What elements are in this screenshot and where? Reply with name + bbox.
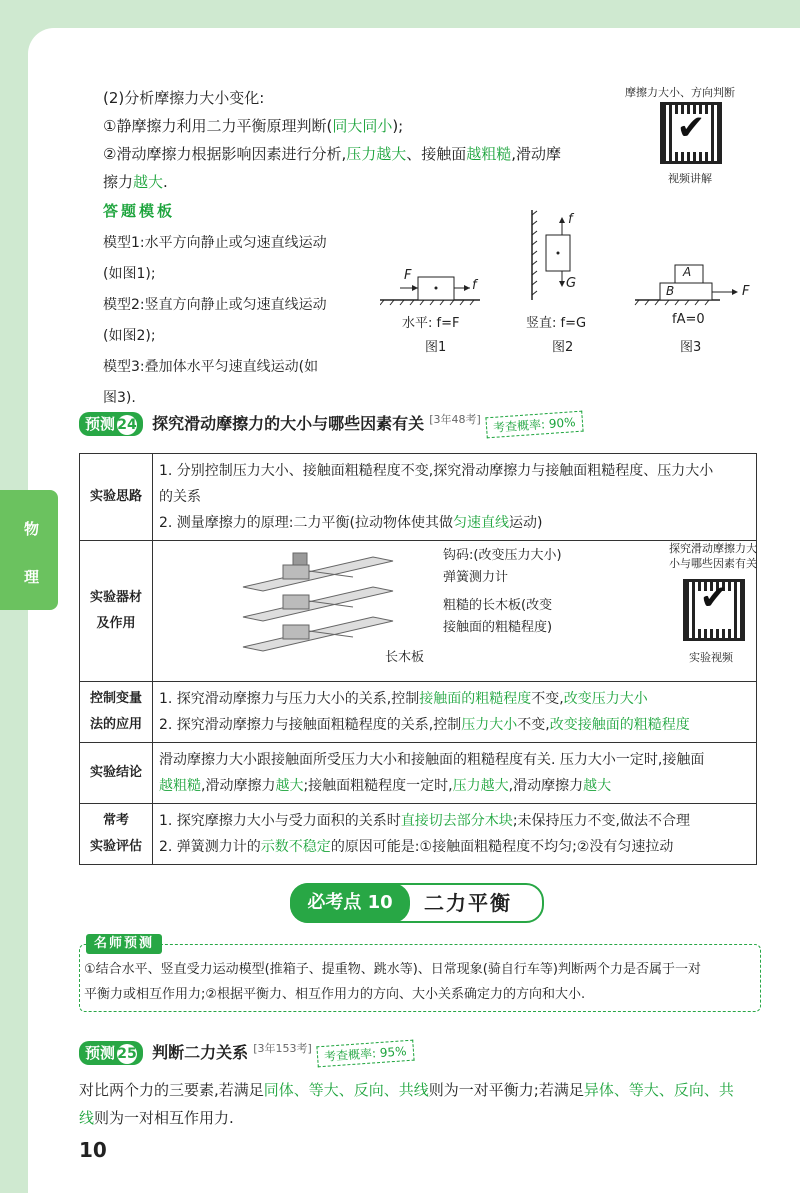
experiment-table	[79, 453, 757, 865]
fig3-equation: fA=0	[672, 312, 705, 327]
exam-count: [3年153考]	[253, 1042, 312, 1055]
text: 1. 探究摩擦力大小与受力面积的关系时	[159, 813, 401, 829]
text: 、接触面	[406, 145, 467, 163]
subject-side-tab	[0, 490, 58, 610]
text: );	[392, 117, 404, 135]
fig3-caption: 图3	[680, 340, 702, 355]
teacher-text	[84, 957, 756, 1007]
fig1-caption: 图1	[425, 340, 447, 355]
text	[159, 773, 750, 799]
text: 常考	[102, 813, 129, 828]
text: 不变,	[517, 717, 550, 733]
row-header: 实验结论	[80, 743, 153, 804]
text: 及作用	[96, 616, 136, 631]
text	[79, 1076, 759, 1104]
tag-number: 24	[117, 417, 137, 434]
label-rough-board-2: 接触面的粗糙程度)	[443, 620, 553, 635]
text: 必考点	[307, 892, 362, 913]
tag-label: 预测	[85, 415, 116, 434]
figure-2	[532, 210, 570, 300]
fig3-F-label: F	[742, 284, 750, 299]
text: 1. 分别控制压力大小、接触面粗糙程度不变,探究滑动摩擦力与接触面粗糙程度、压力大小	[159, 463, 714, 479]
table-row	[80, 743, 757, 804]
fig1-f-label: f	[472, 278, 477, 293]
prediction-title: 判断二力关系	[152, 1043, 249, 1063]
intro-line-2	[103, 112, 623, 140]
text: ,滑动摩擦力	[201, 778, 276, 794]
highlight: 越粗糙	[159, 778, 201, 794]
table-row	[80, 541, 757, 682]
check-icon: ✔	[676, 108, 706, 148]
apparatus-cell	[153, 541, 757, 682]
qr-center	[695, 578, 733, 629]
fig2-caption: 图2	[552, 340, 574, 355]
intro-block	[103, 84, 623, 196]
teacher-tag: 名师预测	[86, 934, 162, 954]
highlight: 直接切去部分木块	[400, 813, 513, 829]
text: 1. 探究滑动摩擦力与压力大小的关系,控制	[159, 691, 420, 707]
text: 的原因可能是:①接触面粗糙程度不均匀;②没有匀速拉动	[330, 839, 674, 855]
template-models	[103, 228, 383, 414]
text: 小与哪些因素有关	[669, 557, 757, 570]
model-2: 模型2:竖直方向静止或匀速直线运动	[103, 297, 327, 313]
fig1-F-label: F	[404, 268, 412, 283]
text: ①结合水平、竖直受力运动模型(推箱子、提重物、跳水等)、日常现象(骑自行车等)判断两个力是否属于一对	[84, 962, 701, 977]
highlight: 压力越大	[452, 778, 509, 794]
prediction-title: 探究滑动摩擦力的大小与哪些因素有关	[152, 414, 425, 434]
qr-caption-top: 视频讲解	[668, 172, 712, 185]
text: 探究滑动摩擦力大	[669, 542, 757, 555]
text: 2. 弹簧测力计的	[159, 839, 261, 855]
prediction-25-header	[79, 1040, 413, 1065]
table-row	[80, 454, 757, 541]
text: 擦力	[103, 173, 134, 191]
text: 滑动摩擦力大小跟接触面所受压力大小和接触面的粗糙程度有关. 压力大小一定时,接触面	[159, 752, 705, 768]
fig3-B-label: B	[666, 284, 675, 298]
text: 控制变量	[89, 691, 142, 706]
text: 2. 测量摩擦力的原理:二力平衡(拉动物体使其做	[159, 515, 453, 531]
fig3-A-label: A	[683, 265, 692, 279]
probability-badge: 考查概率: 90%	[485, 411, 583, 439]
text: .	[163, 173, 168, 191]
highlight: 越大	[583, 778, 612, 794]
highlight: 越大	[133, 173, 164, 191]
text: ;接触面粗糙程度一定时,	[303, 778, 453, 794]
text: 对比两个力的三要素,若满足	[79, 1081, 264, 1099]
row-header	[80, 682, 153, 743]
figure-1	[380, 277, 480, 305]
text: ;未保持压力不变,做法不合理	[512, 813, 690, 829]
highlight: 越大	[275, 778, 304, 794]
teacher-prediction-box	[79, 936, 761, 1012]
fig1-equation: 水平: f=F	[402, 316, 460, 331]
highlight: 示数不稳定	[260, 839, 331, 855]
fig2-f-label: f	[568, 212, 573, 227]
label-board: 长木板	[385, 650, 425, 665]
highlight: 压力大小	[461, 717, 518, 733]
highlight: 接触面的粗糙程度	[419, 691, 532, 707]
table-row	[80, 682, 757, 743]
row-content	[153, 804, 757, 865]
highlight: 同体、等大、反向、共线	[263, 1081, 429, 1099]
fig2-G-label: G	[566, 276, 577, 291]
text: 实验器材	[89, 590, 142, 605]
qr-title-top: 摩擦力大小、方向判断	[625, 86, 735, 99]
text	[79, 1104, 759, 1132]
key-point-number: 10	[367, 892, 393, 913]
fig2-equation: 竖直: f=G	[526, 316, 587, 331]
row-content	[153, 743, 757, 804]
qr-code-icon[interactable]	[683, 579, 745, 641]
text: 则为一对相互作用力.	[94, 1109, 234, 1127]
tag-label: 预测	[85, 1044, 116, 1063]
qr-center	[672, 108, 710, 152]
highlight: 同大同小	[332, 117, 393, 135]
side-tab-char-1: 物	[24, 520, 40, 538]
highlight: 改变接触面的粗糙程度	[549, 717, 690, 733]
text	[159, 686, 750, 712]
intro-line-4	[103, 168, 623, 196]
text: 不变,	[531, 691, 564, 707]
highlight: 压力越大	[346, 145, 407, 163]
qr-code-icon[interactable]	[660, 102, 722, 164]
apparatus-labels	[443, 545, 562, 639]
text: 的关系	[159, 489, 201, 505]
model-1: 模型1:水平方向静止或匀速直线运动	[103, 235, 327, 251]
row-header: 实验思路	[80, 454, 153, 541]
template-title: 答题模板	[103, 202, 176, 220]
text: ,滑动摩	[511, 145, 562, 163]
intro-line-3	[103, 140, 623, 168]
prediction-tag	[79, 1041, 143, 1065]
key-point-label	[290, 883, 410, 923]
text	[159, 834, 750, 860]
model-3-ref: 图3).	[103, 390, 136, 406]
model-2-ref: (如图2);	[103, 328, 156, 344]
text: ②滑动摩擦力根据影响因素进行分析,	[103, 145, 347, 163]
text: 平衡力或相互作用力;②根据平衡力、相互作用力的方向、大小关系确定力的方向和大小.	[84, 987, 586, 1002]
text: 实验评估	[89, 839, 142, 854]
key-point-banner	[290, 883, 544, 923]
text: 运动)	[509, 515, 543, 531]
label-rough-board: 粗糙的长木板(改变	[443, 598, 553, 613]
tag-number: 25	[117, 1046, 137, 1063]
text: 则为一对平衡力;若满足	[428, 1081, 584, 1099]
prediction-tag	[79, 412, 143, 436]
text	[159, 510, 750, 536]
probability-badge: 考查概率: 95%	[316, 1040, 414, 1068]
key-point-title: 二力平衡	[424, 891, 512, 915]
text: ,滑动摩擦力	[508, 778, 584, 794]
highlight: 异体、等大、反向、共	[583, 1081, 734, 1099]
text: 法的应用	[89, 717, 142, 732]
row-content	[153, 454, 757, 541]
intro-line-1: (2)分析摩擦力大小变化:	[103, 89, 265, 107]
table-row	[80, 804, 757, 865]
text: 2. 探究滑动摩擦力与接触面粗糙程度的关系,控制	[159, 717, 462, 733]
text	[159, 808, 750, 834]
label-weights: 钩码:(改变压力大小)	[443, 548, 562, 563]
highlight: 匀速直线	[453, 515, 509, 531]
page-number: 10	[79, 1138, 107, 1162]
highlight: 越粗糙	[466, 145, 512, 163]
text: ①静摩擦力利用二力平衡原理判断(	[103, 117, 333, 135]
highlight: 线	[79, 1109, 95, 1127]
exam-count: [3年48考]	[429, 413, 481, 426]
apparatus-qr-caption: 实验视频	[689, 651, 733, 664]
model-3: 模型3:叠加体水平匀速直线运动(如	[103, 359, 319, 375]
prediction-24-header	[79, 411, 582, 436]
prediction-25-text	[79, 1076, 759, 1132]
text	[159, 712, 750, 738]
row-header	[80, 804, 153, 865]
side-tab-char-2: 理	[24, 568, 40, 586]
highlight: 改变压力大小	[563, 691, 648, 707]
row-header	[80, 541, 153, 682]
check-icon: ✔	[699, 578, 729, 618]
model-1-ref: (如图1);	[103, 266, 156, 282]
row-content	[153, 682, 757, 743]
label-spring-scale: 弹簧测力计	[443, 570, 509, 585]
apparatus-qr-title	[653, 541, 773, 571]
